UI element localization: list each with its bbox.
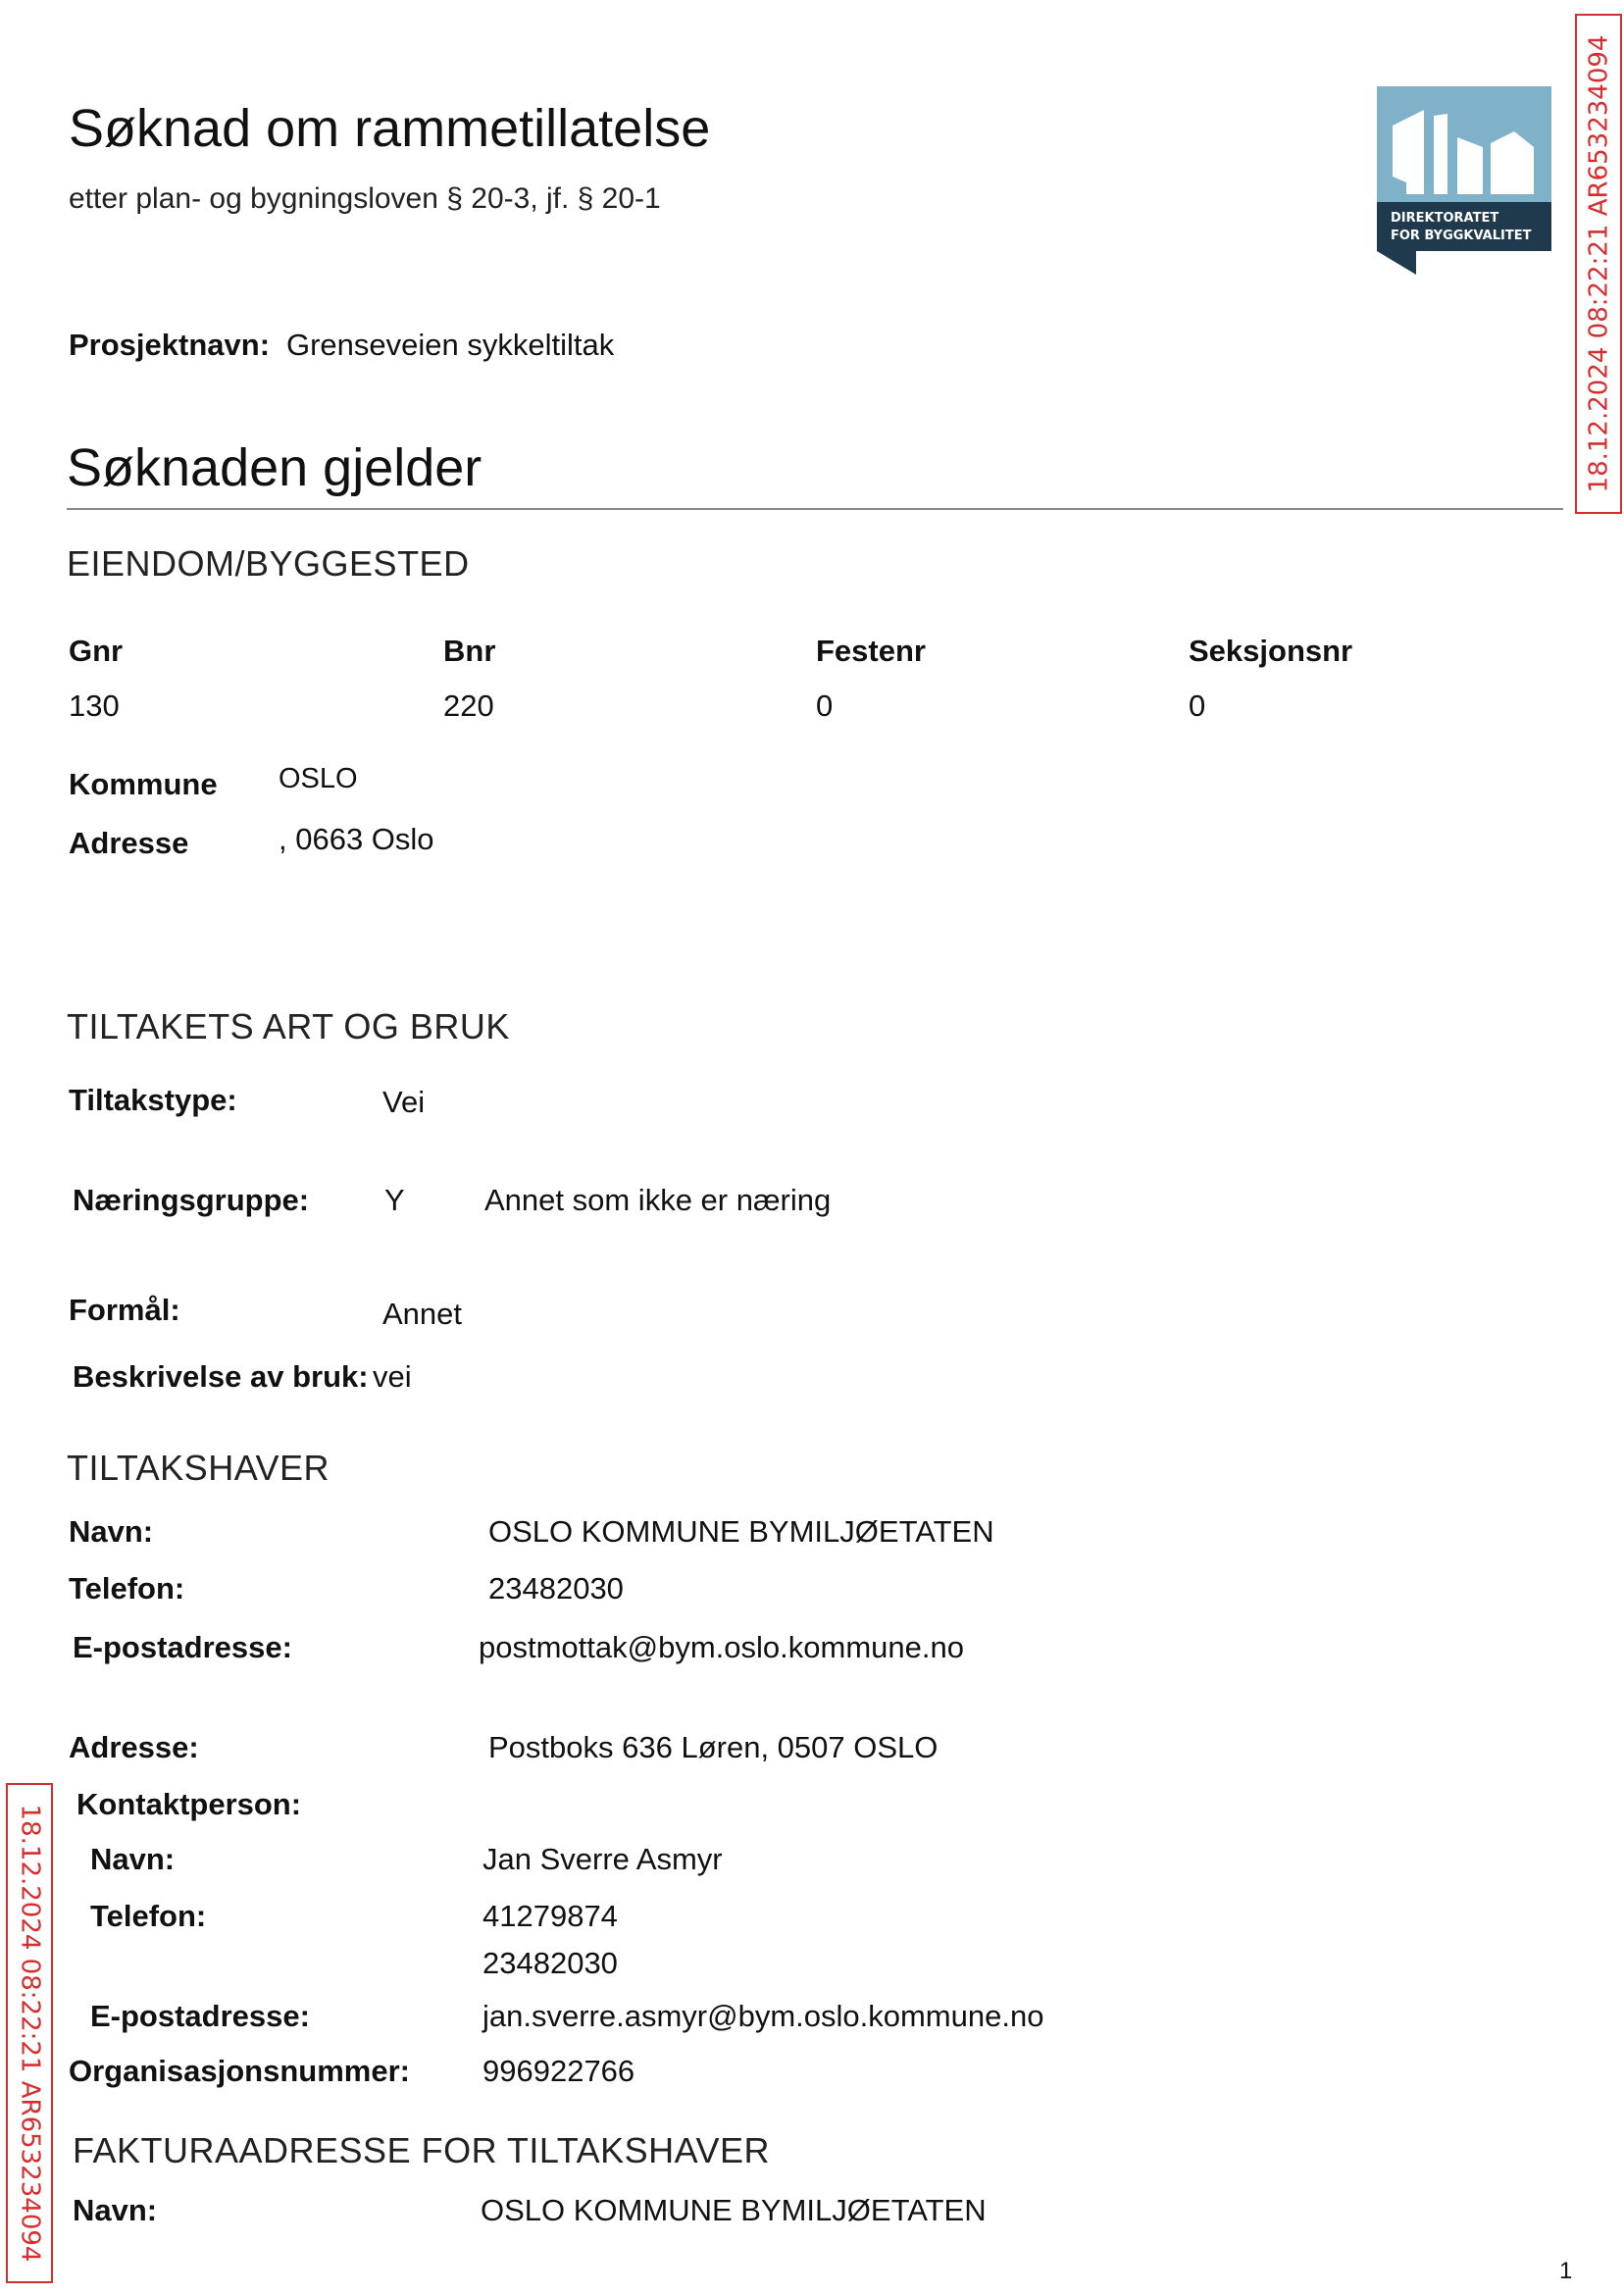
kommune-label: Kommune	[69, 767, 218, 801]
beskrivelse-value: vei	[373, 1359, 412, 1394]
seksjonsnr-label: Seksjonsnr	[1189, 634, 1353, 668]
formal-label: Formål:	[69, 1293, 180, 1327]
project-value: Grenseveien sykkeltiltak	[286, 328, 615, 362]
festenr-label: Festenr	[816, 634, 926, 668]
kontakt-navn-label: Navn:	[90, 1842, 176, 1876]
tiltakshaver-telefon-label: Telefon:	[69, 1571, 185, 1606]
tiltakshaver-heading: TILTAKSHAVER	[67, 1448, 330, 1488]
kontakt-navn-value: Jan Sverre Asmyr	[482, 1842, 723, 1876]
project-label: Prosjektnavn:	[69, 328, 271, 362]
naeringsgruppe-code: Y	[384, 1183, 405, 1217]
document-subtitle: etter plan- og bygningsloven § 20-3, jf. § 20-1	[69, 182, 661, 215]
tiltakstype-value: Vei	[382, 1085, 426, 1119]
naeringsgruppe-label: Næringsgruppe:	[73, 1183, 310, 1217]
kontakt-epost-label: E-postadresse:	[90, 1999, 310, 2033]
naeringsgruppe-value: Annet som ikke er næring	[484, 1183, 832, 1217]
organisasjonsnummer-label: Organisasjonsnummer:	[69, 2054, 410, 2088]
stamp-bottom-left	[6, 1783, 53, 2283]
tiltakshaver-adresse-value: Postboks 636 Løren, 0507 OSLO	[488, 1730, 939, 1764]
dibk-logo	[1377, 86, 1551, 275]
bnr-label: Bnr	[443, 634, 496, 668]
tiltakshaver-telefon-value: 23482030	[488, 1571, 624, 1606]
faktura-navn-label: Navn:	[73, 2193, 158, 2227]
tiltak-heading: TILTAKETS ART OG BRUK	[67, 1006, 510, 1046]
kontakt-telefon-value-1: 41279874	[482, 1899, 618, 1933]
adresse-label: Adresse	[69, 826, 189, 860]
stamp-top-right-text: 18.12.2024 08:22:21 AR653234094	[1584, 34, 1613, 493]
kommune-value: OSLO	[279, 763, 358, 794]
kontakt-epost-value: jan.sverre.asmyr@bym.oslo.kommune.no	[482, 1999, 1044, 2033]
seksjonsnr-value: 0	[1189, 688, 1206, 723]
section-divider	[67, 508, 1563, 510]
tiltakshaver-epost-label: E-postadresse:	[73, 1630, 292, 1664]
tiltakshaver-epost-value: postmottak@bym.oslo.kommune.no	[479, 1630, 964, 1664]
section-title: Søknaden gjelder	[67, 438, 482, 497]
tiltakshaver-navn-label: Navn:	[69, 1514, 154, 1549]
beskrivelse-label: Beskrivelse av bruk:	[73, 1359, 369, 1394]
formal-value: Annet	[382, 1297, 463, 1331]
organisasjonsnummer-value: 996922766	[482, 2054, 635, 2088]
festenr-value: 0	[816, 688, 834, 723]
adresse-value: , 0663 Oslo	[279, 822, 434, 856]
tiltakshaver-adresse-label: Adresse:	[69, 1730, 199, 1764]
faktura-heading: FAKTURAADRESSE FOR TILTAKSHAVER	[73, 2130, 770, 2170]
logo-text-line1: DIREKTORATET	[1391, 211, 1499, 226]
kontakt-telefon-value-2: 23482030	[482, 1946, 618, 1980]
gnr-label: Gnr	[69, 634, 124, 668]
tiltakstype-label: Tiltakstype:	[69, 1083, 237, 1117]
faktura-navn-value: OSLO KOMMUNE BYMILJØETATEN	[481, 2193, 987, 2227]
page-number: 1	[1559, 2258, 1573, 2284]
property-heading: EIENDOM/BYGGESTED	[67, 543, 470, 584]
bnr-value: 220	[443, 688, 494, 723]
kontakt-telefon-label: Telefon:	[90, 1899, 207, 1933]
gnr-value: 130	[69, 688, 120, 723]
tiltakshaver-navn-value: OSLO KOMMUNE BYMILJØETATEN	[488, 1514, 994, 1549]
kontaktperson-label: Kontaktperson:	[76, 1787, 302, 1821]
stamp-bottom-left-text: 18.12.2024 08:22:21 AR653234094	[15, 1804, 44, 2263]
stamp-top-right	[1575, 14, 1622, 514]
logo-text-line2: FOR BYGGKVALITET	[1391, 229, 1532, 243]
document-title: Søknad om rammetillatelse	[69, 99, 711, 158]
